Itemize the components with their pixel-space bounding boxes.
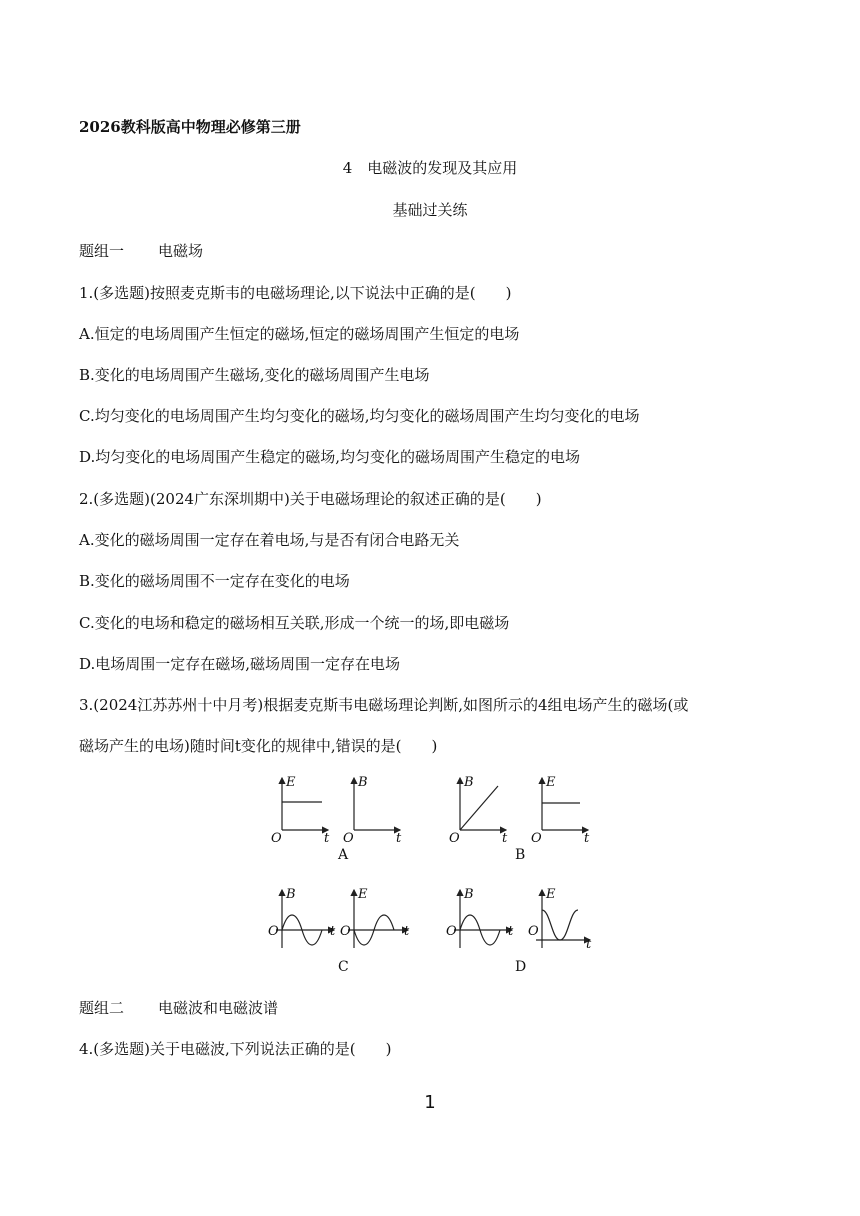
graph-c-b-t: t	[330, 924, 336, 939]
group-heading-1	[79, 240, 203, 261]
question-1-option-c: C.均匀变化的电场周围产生均匀变化的磁场,均匀变化的磁场周围产生均匀变化的电场	[79, 407, 640, 425]
question-3-figure	[260, 770, 600, 980]
graph-d-b-t: t	[508, 924, 514, 939]
question-2-stem: 2.(多选题)(2024广东深圳期中)关于电磁场理论的叙述正确的是( )	[79, 490, 542, 508]
book-title: 2026教科版高中物理必修第三册	[79, 118, 301, 136]
graph-d-e-curve	[542, 910, 578, 940]
figure-option-d: D	[515, 959, 527, 975]
graph-d-b-label: B	[464, 887, 474, 902]
question-1-option-a: A.恒定的电场周围产生恒定的磁场,恒定的磁场周围产生恒定的电场	[79, 325, 520, 343]
question-3-stem-line2: 磁场产生的电场)随时间t变化的规律中,错误的是( )	[79, 737, 438, 755]
graph-b-b-t: t	[502, 831, 508, 846]
question-1-option-b: B.变化的电场周围产生磁场,变化的磁场周围产生电场	[79, 366, 430, 384]
group-heading-2	[79, 997, 278, 1018]
group-label: 题组一	[79, 242, 125, 260]
question-1-stem: 1.(多选题)按照麦克斯韦的电磁场理论,以下说法中正确的是( )	[79, 284, 512, 302]
graph-d-e-axes	[536, 890, 590, 948]
figure-option-c: C	[338, 959, 349, 975]
graph-b-b-origin: O	[449, 831, 460, 846]
graph-d-e-t: t	[586, 937, 592, 952]
graph-d-e-label: E	[546, 887, 556, 902]
graph-b-b-label: B	[464, 775, 474, 790]
group-name: 电磁波和电磁波谱	[158, 999, 279, 1017]
question-2-option-c: C.变化的电场和稳定的磁场相互关联,形成一个统一的场,即电磁场	[79, 614, 510, 632]
graph-b-e-t: t	[584, 831, 590, 846]
section-subtitle: 基础过关练	[392, 201, 468, 219]
section-title: 4 电磁波的发现及其应用	[342, 159, 518, 177]
graph-c-e-origin: O	[340, 924, 351, 939]
graph-d-b-origin: O	[446, 924, 457, 939]
figure-option-b: B	[515, 847, 526, 863]
graph-a-b-origin: O	[343, 831, 354, 846]
question-2-option-b: B.变化的磁场周围不一定存在变化的电场	[79, 572, 350, 590]
question-3-stem-line1: 3.(2024江苏苏州十中月考)根据麦克斯韦电磁场理论判断,如图所示的4组电场产生的磁场(或	[79, 696, 689, 714]
graph-c-b-label: B	[286, 887, 296, 902]
graph-a-b-t: t	[396, 831, 402, 846]
group-name: 电磁场	[158, 242, 204, 260]
page-number: 1	[424, 1092, 436, 1113]
question-4-stem: 4.(多选题)关于电磁波,下列说法正确的是( )	[79, 1040, 392, 1058]
graph-c-e-t: t	[404, 924, 410, 939]
graph-c-b-origin: O	[268, 924, 279, 939]
graph-a-e-origin: O	[271, 831, 282, 846]
graph-a-e-label: E	[286, 775, 296, 790]
graph-a-b-label: B	[358, 775, 368, 790]
graph-a-e-t: t	[324, 831, 330, 846]
question-1-option-d: D.均匀变化的电场周围产生稳定的磁场,均匀变化的磁场周围产生稳定的电场	[79, 448, 581, 466]
graph-c-e-label: E	[358, 887, 368, 902]
question-2-option-d: D.电场周围一定存在磁场,磁场周围一定存在电场	[79, 655, 401, 673]
figure-option-a: A	[338, 847, 349, 863]
group-label: 题组二	[79, 999, 125, 1017]
question-2-option-a: A.变化的磁场周围一定存在着电场,与是否有闭合电路无关	[79, 531, 460, 549]
graph-b-e-label: E	[546, 775, 556, 790]
graph-d-e-origin: O	[528, 924, 539, 939]
graph-b-e-origin: O	[531, 831, 542, 846]
graph-b-b-curve	[460, 786, 498, 830]
